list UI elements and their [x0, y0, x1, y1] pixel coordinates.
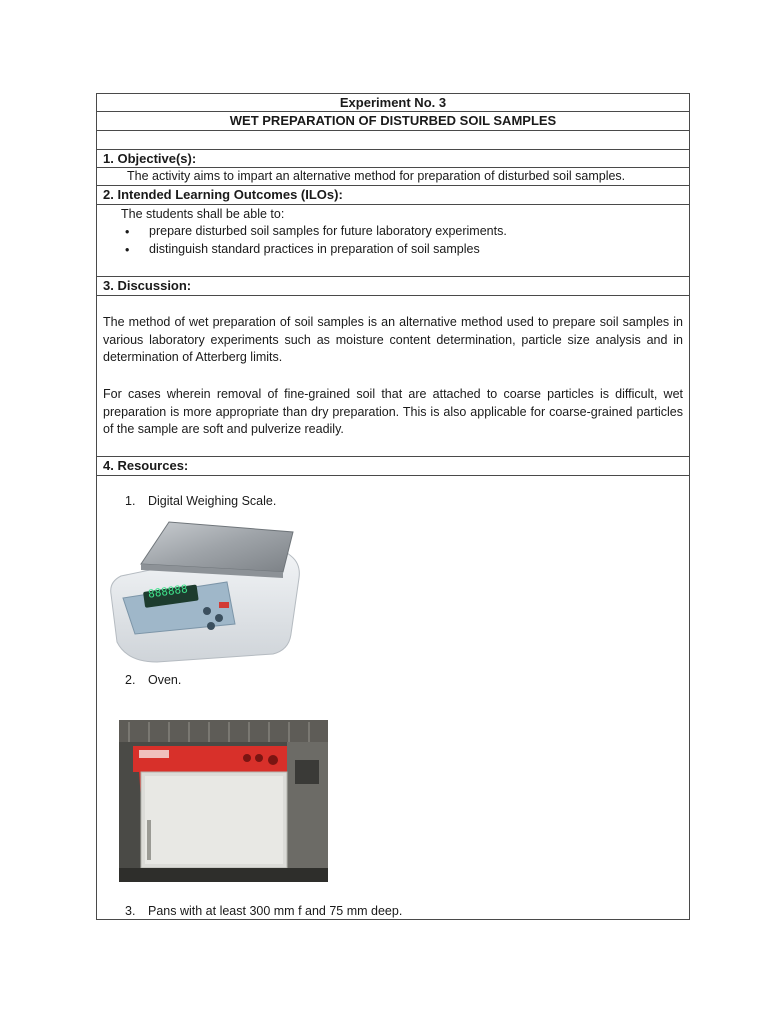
discussion-body-row — [97, 296, 689, 457]
bullet-1: • — [125, 225, 130, 239]
resources-heading-row — [97, 457, 689, 476]
experiment-number: Experiment No. 3 — [339, 95, 447, 110]
resource-2-number: 2. — [125, 673, 136, 687]
discussion-heading-row — [97, 277, 689, 296]
scale-display-readout: 888888 — [147, 582, 189, 601]
experiment-number-row — [97, 94, 689, 112]
resource-1-number: 1. — [125, 494, 136, 508]
ilos-heading: 2. Intended Learning Outcomes (ILOs): — [103, 187, 343, 202]
ilo-item-2: distinguish standard practices in preparation of soil samples — [149, 242, 480, 256]
ilos-heading-row — [97, 186, 689, 205]
experiment-title-row — [97, 112, 689, 131]
objectives-text-row — [97, 168, 689, 186]
experiment-document — [96, 93, 690, 920]
objectives-text: The activity aims to impart an alternative method for preparation of disturbed soil samples. — [127, 169, 626, 183]
discussion-paragraph-1: The method of wet preparation of soil samples is an alternative method used to prepare soil samples in various laboratory experiments such as moisture content determination, particle size analysis and in determination of Atterberg limits. — [103, 315, 683, 364]
objectives-heading-row — [97, 150, 689, 168]
resources-heading: 4. Resources: — [103, 458, 189, 473]
digital-weighing-scale-image — [107, 516, 305, 664]
experiment-title: WET PREPARATION OF DISTURBED SOIL SAMPLES — [229, 113, 557, 128]
resources-body — [97, 476, 689, 919]
discussion-paragraph-2: For cases wherein removal of fine-grained soil that are attached to coarse particles is difficult, wet preparation is more appropriate than dry preparation. This is also applicable for coarse-grained particles of the sample are soft and pulverize readily. — [103, 387, 683, 436]
discussion-heading: 3. Discussion: — [103, 278, 192, 293]
objectives-heading: 1. Objective(s): — [103, 151, 197, 166]
resource-1-label: Digital Weighing Scale. — [148, 494, 277, 508]
blank-spacer-row — [97, 131, 689, 150]
bullet-2: • — [125, 243, 130, 257]
ilos-intro: The students shall be able to: — [121, 207, 285, 221]
oven-image — [119, 720, 328, 882]
resource-2-label: Oven. — [148, 673, 182, 687]
resource-3-number: 3. — [125, 904, 136, 918]
ilo-item-1: prepare disturbed soil samples for future laboratory experiments. — [149, 224, 507, 238]
ilos-body-row — [97, 205, 689, 277]
resource-3-label: Pans with at least 300 mm f and 75 mm deep. — [148, 904, 403, 918]
